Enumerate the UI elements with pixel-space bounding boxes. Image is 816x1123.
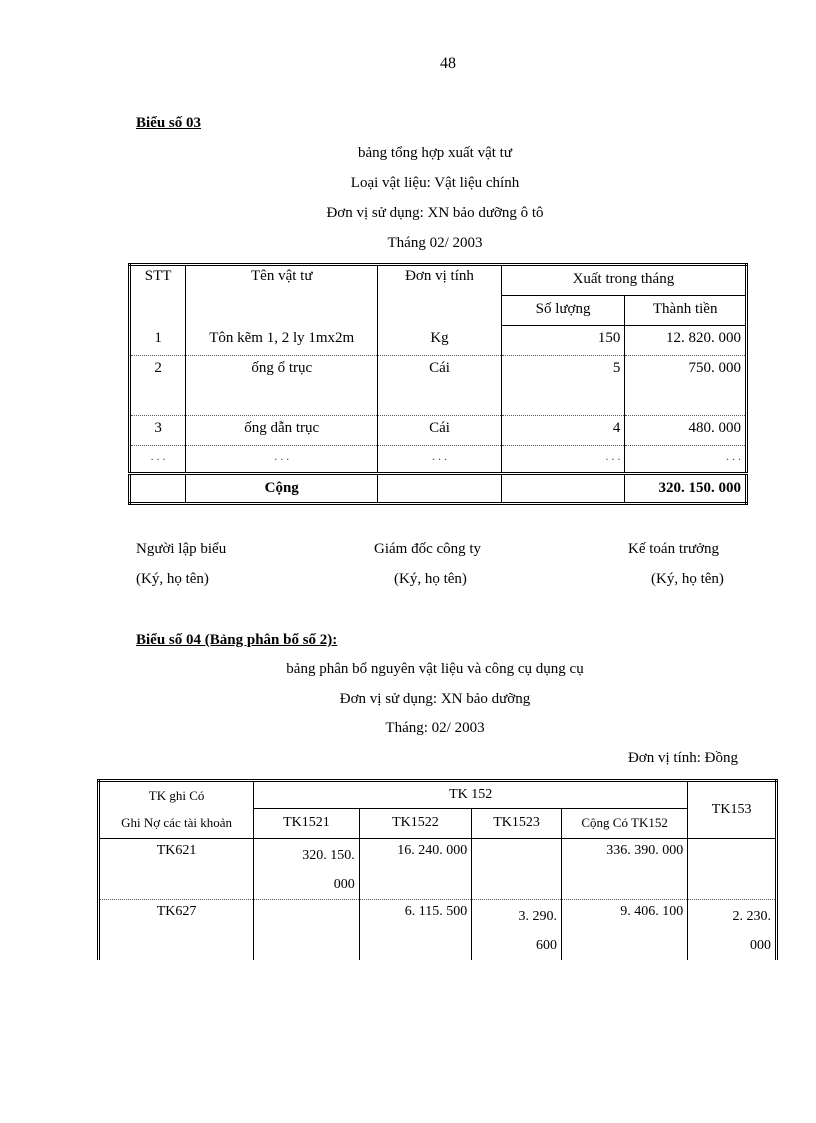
row-tk627-c153-line1: 2. 230. [732, 909, 771, 924]
signature-director-note: (Ký, họ tên) [394, 571, 467, 587]
row-tk627-c153 [688, 900, 777, 961]
section2-heading-2: Đơn vị sử dụng: XN bảo dưỡng [339, 691, 531, 707]
row2-qty: 5 [501, 356, 625, 416]
row3-unit: Cái [378, 416, 502, 446]
unit-note: Đơn vị tính: Đồng [627, 750, 738, 766]
row-tk627-c1523-line1: 3. 290. [518, 909, 557, 924]
row2-unit: Cái [378, 356, 502, 416]
row2-name: ống ổ trục [186, 356, 378, 416]
section1-title: Biểu số 03 [136, 115, 202, 131]
row2-amount: 750. 000 [625, 356, 747, 416]
row1-qty: 150 [501, 326, 625, 356]
row-tk627-c1523 [472, 900, 562, 961]
row3-stt: 3 [130, 416, 186, 446]
signature-preparer-note: (Ký, họ tên) [136, 571, 209, 587]
row-tk621-c1521-line2: 000 [333, 877, 355, 892]
row3-name: ống dẫn trục [186, 416, 378, 446]
header-name: Tên vật tư [186, 265, 378, 326]
row1-unit: Kg [378, 326, 502, 356]
header-tk152-total: Cộng Có TK152 [561, 809, 687, 839]
section1-heading-1: bảng tổng hợp xuất vật tư [358, 145, 512, 161]
row-tk621-total: 336. 390. 000 [561, 839, 687, 900]
signature-accountant-note: (Ký, họ tên) [651, 571, 724, 587]
section1-heading-3: Đơn vị sử dụng: XN bảo dưỡng ô tô [326, 205, 544, 221]
row3-qty: 4 [501, 416, 625, 446]
row-tk627-c1522: 6. 115. 500 [359, 900, 472, 961]
header-debit: Ghi Nợ các tài khoản [99, 809, 254, 839]
row-tk621-account: TK621 [99, 839, 254, 900]
table-row [130, 356, 747, 416]
signature-preparer-role: Người lập biểu [136, 541, 227, 557]
section2-heading-3: Tháng: 02/ 2003 [385, 720, 485, 736]
row2-stt: 2 [130, 356, 186, 416]
header-stt: STT [130, 265, 186, 326]
row-tk627-total: 9. 406. 100 [561, 900, 687, 961]
material-issue-table [128, 263, 748, 505]
row-tk627-c1523-line2: 600 [535, 938, 557, 953]
row-tk621-c1522: 16. 240. 000 [359, 839, 472, 900]
row-tk627-c1521 [254, 900, 360, 961]
section2-heading-1: bảng phân bổ nguyên vật liệu và công cụ dụng cụ [286, 661, 584, 677]
row4-unit: . . . [378, 446, 502, 474]
row-tk621-c1521-line1: 320. 150. [302, 848, 355, 863]
header-tk1521: TK1521 [254, 809, 360, 839]
row1-stt: 1 [130, 326, 186, 356]
table-row [130, 326, 747, 356]
row4-stt: . . . [130, 446, 186, 474]
section2-title: Biểu số 04 (Bảng phân bổ số 2): [136, 632, 338, 648]
row-tk621-c153 [688, 839, 777, 900]
header-amount: Thành tiền [625, 296, 747, 326]
total-amount: 320. 150. 000 [625, 474, 747, 504]
page-number: 48 [440, 55, 456, 72]
row-tk627-c153-line2: 000 [750, 938, 771, 953]
header-credit: TK ghi Có [99, 781, 254, 809]
allocation-table [97, 779, 778, 960]
row4-name: . . . [186, 446, 378, 474]
header-unit: Đơn vị tính [378, 265, 502, 326]
row4-qty: . . . [501, 446, 625, 474]
header-tk153: TK153 [688, 781, 777, 839]
row1-amount: 12. 820. 000 [625, 326, 747, 356]
table-row [130, 446, 747, 474]
row-tk627-account: TK627 [99, 900, 254, 961]
table-row [99, 900, 777, 961]
section1-heading-2: Loại vật liệu: Vật liệu chính [350, 175, 520, 191]
header-tk1523: TK1523 [472, 809, 562, 839]
signature-director-role: Giám đốc công ty [374, 541, 482, 557]
header-issued-group: Xuất trong tháng [501, 265, 746, 296]
row1-name: Tôn kẽm 1, 2 ly 1mx2m [186, 326, 378, 356]
header-tk1522: TK1522 [359, 809, 472, 839]
row-tk621-c1521 [254, 839, 360, 900]
row4-amount: . . . [625, 446, 747, 474]
signature-accountant-role: Kế toán trưởng [628, 541, 720, 557]
total-label: Cộng [186, 474, 378, 504]
header-qty: Số lượng [501, 296, 625, 326]
section1-heading-4: Tháng 02/ 2003 [387, 235, 483, 251]
row-tk621-c1523 [472, 839, 562, 900]
table-row [99, 839, 777, 900]
row3-amount: 480. 000 [625, 416, 747, 446]
table-row [130, 416, 747, 446]
total-row [130, 474, 747, 504]
header-tk152: TK 152 [254, 781, 688, 809]
